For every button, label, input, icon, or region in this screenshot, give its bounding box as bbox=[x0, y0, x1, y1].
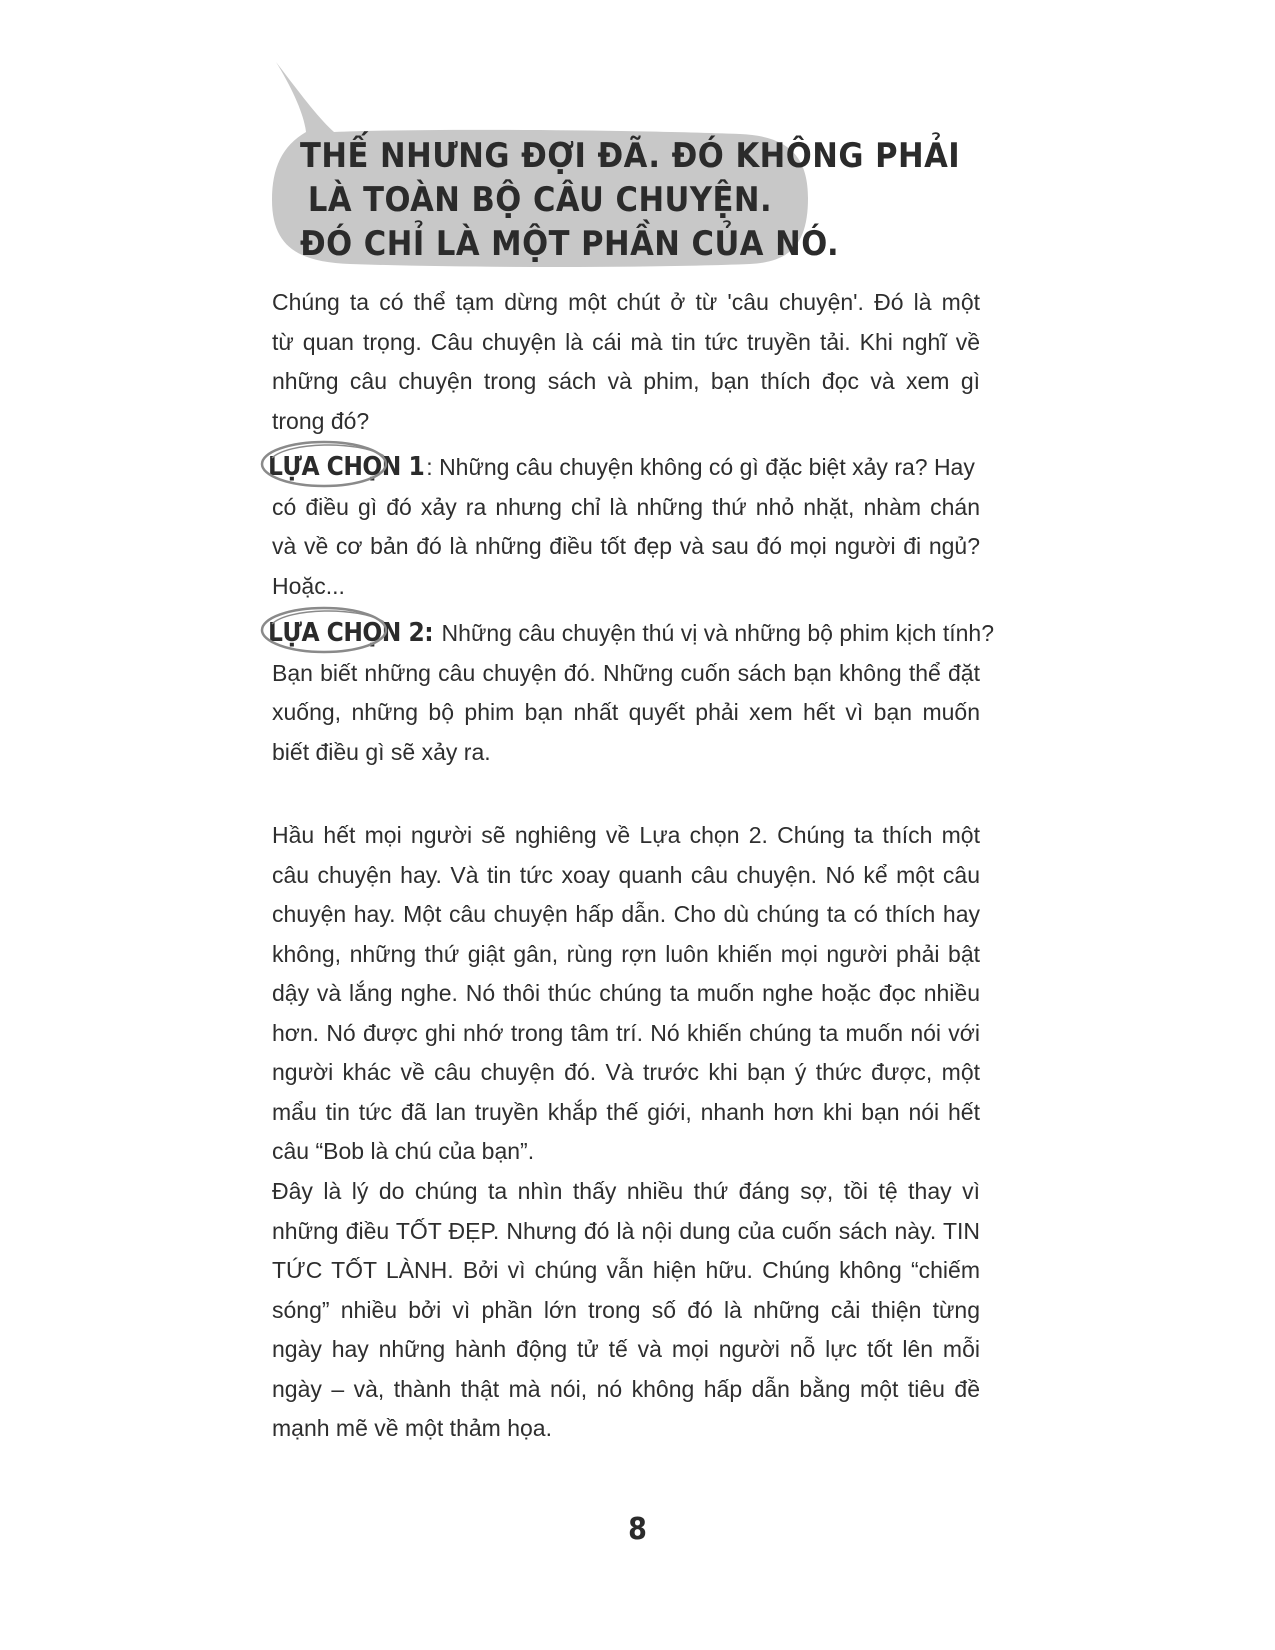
text-line: những câu chuyện trong sách và phim, bạn thích đọc và xem gì bbox=[272, 368, 980, 394]
text-line: Đây là lý do chúng ta nhìn thấy nhiều thứ đáng sợ, tồi tệ thay vì bbox=[272, 1178, 980, 1204]
text-line: biết điều gì sẽ xảy ra. bbox=[272, 738, 491, 765]
text-line: ngày hay những hành động tử tế và mọi người nỗ lực tốt lên mỗi bbox=[272, 1336, 980, 1362]
callout-heading bbox=[300, 134, 961, 266]
text-line: hơn. Nó được ghi nhớ trong tâm trí. Nó khiến chúng ta muốn nói với bbox=[272, 1019, 980, 1046]
choice-2-label: LỰA CHỌN 2: bbox=[266, 614, 435, 654]
choice-1-first-line bbox=[268, 448, 980, 488]
text-line: xuống, những bộ phim bạn nhất quyết phải xem hết vì bạn muốn bbox=[272, 699, 980, 725]
text-line: sóng” nhiều bởi vì phần lớn trong số đó là những cải thiện từng bbox=[272, 1296, 980, 1323]
text-line: dậy và lắng nghe. Nó thôi thúc chúng ta muốn nghe hoặc đọc nhiều bbox=[272, 980, 980, 1006]
text-line: có điều gì đó xảy ra nhưng chỉ là những thứ nhỏ nhặt, nhàm chán bbox=[272, 493, 980, 520]
text-line: từ quan trọng. Câu chuyện là cái mà tin tức truyền tải. Khi nghĩ về bbox=[272, 328, 980, 355]
text-line: ngày – và, thành thật mà nói, nó không hấp dẫn bằng một tiêu đề bbox=[272, 1375, 980, 1402]
text-line: mẩu tin tức đã lan truyền khắp thế giới, nhanh hơn khi bạn nói hết bbox=[272, 1098, 980, 1125]
choice-2-text: Những câu chuyện thú vị và những bộ phim kịch tính? bbox=[435, 620, 995, 646]
text-line: những điều TỐT ĐẸP. Nhưng đó là nội dung của cuốn sách này. TIN bbox=[272, 1217, 980, 1244]
text-line: Chúng ta có thể tạm dừng một chút ở từ 'câu chuyện'. Đó là một bbox=[272, 289, 980, 315]
choice-1-paragraph bbox=[268, 448, 980, 606]
text-line: trong đó? bbox=[272, 407, 370, 434]
text-line: TỨC TỐT LÀNH. Bởi vì chúng vẫn hiện hữu. Chúng không “chiếm bbox=[272, 1257, 980, 1283]
text-line: câu “Bob là chú của bạn”. bbox=[272, 1138, 535, 1164]
text-line: Bạn biết những câu chuyện đó. Những cuốn sách bạn không thể đặt bbox=[272, 659, 980, 686]
paragraph-3 bbox=[272, 816, 980, 1172]
text-line: câu chuyện hay. Và tin tức xoay quanh câu chuyện. Nó kể một câu bbox=[272, 861, 980, 888]
text-line: người khác về câu chuyện đó. Và trước khi bạn ý thức được, một bbox=[272, 1059, 980, 1085]
text-line: Hoặc... bbox=[272, 572, 345, 599]
callout-line-3: ĐÓ CHỈ LÀ MỘT PHẦN CỦA NÓ. bbox=[300, 224, 840, 264]
choice-2-paragraph bbox=[268, 614, 995, 772]
text-line: mạnh mẽ về một thảm họa. bbox=[272, 1415, 552, 1441]
choice-2-first-line bbox=[268, 614, 995, 654]
text-line: Hầu hết mọi người sẽ nghiêng về Lựa chọn 2. Chúng ta thích một bbox=[272, 822, 980, 848]
paragraph-4 bbox=[272, 1172, 980, 1449]
text-line: không, những thứ giật gân, rùng rợn luôn khiến mọi người phải bật bbox=[272, 940, 980, 967]
text-line: chuyện hay. Một câu chuyện hấp dẫn. Cho dù chúng ta có thích hay bbox=[272, 901, 980, 927]
callout-line-2: LÀ TOÀN BỘ CÂU CHUYỆN. bbox=[307, 180, 773, 220]
page-number: 8 bbox=[628, 1512, 647, 1547]
intro-paragraph bbox=[272, 283, 980, 441]
callout-line-1: THẾ NHƯNG ĐỢI ĐÃ. ĐÓ KHÔNG PHẢI bbox=[300, 136, 961, 176]
choice-1-label: LỰA CHỌN 1 bbox=[266, 448, 426, 488]
text-line: và về cơ bản đó là những điều tốt đẹp và sau đó mọi người đi ngủ? bbox=[272, 533, 980, 559]
choice-1-text: : Những câu chuyện không có gì đặc biệt xảy ra? Hay bbox=[426, 454, 975, 480]
